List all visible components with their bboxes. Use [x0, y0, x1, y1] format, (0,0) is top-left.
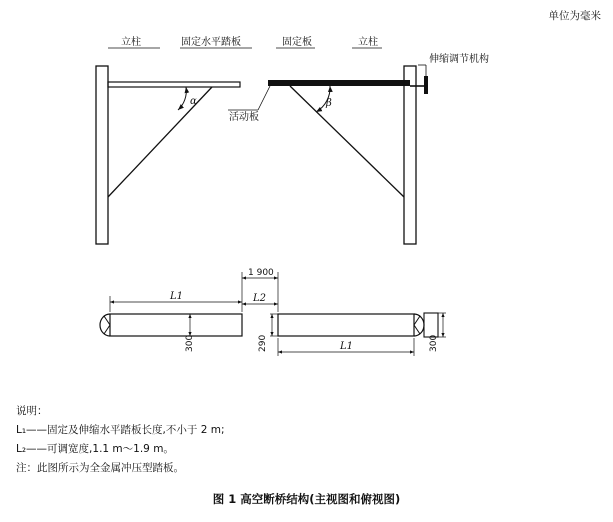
unit-label: 单位为毫米 [548, 10, 601, 22]
dim-h-mid: 290 [258, 334, 268, 352]
notes-note: 注：此图所示为全金属冲压型踏板。 [16, 462, 184, 474]
dim-h-left: 300 [185, 334, 195, 352]
telescopic-mechanism [424, 76, 428, 94]
right-end-box [424, 313, 438, 337]
alpha-symbol: α [190, 96, 197, 107]
dim-l1-left: L1 [170, 291, 184, 302]
dim-l2: L2 [253, 293, 267, 304]
label-fixed-platform: 固定水平踏板 [181, 37, 241, 48]
right-movable-board [268, 80, 410, 86]
label-movable-board: 活动板 [229, 112, 259, 123]
notes-title: 说明： [16, 405, 48, 417]
left-plank [110, 314, 242, 336]
dim-l1-right: L1 [340, 341, 354, 352]
dim-gap: 1 900 [248, 268, 274, 278]
label-left-post: 立柱 [121, 37, 141, 48]
right-brace [290, 86, 404, 197]
right-post [404, 66, 416, 244]
figure-caption: 图 1 高空断桥结构(主视图和俯视图) [212, 492, 401, 506]
dim-h-right: 300 [429, 334, 439, 352]
label-telescopic: 伸缩调节机构 [429, 54, 489, 65]
notes [16, 402, 225, 478]
right-plank [278, 314, 414, 336]
label-fixed-board: 固定板 [282, 37, 312, 48]
left-platform [108, 82, 240, 87]
notes-l2: L₂——可调宽度,1.1 m～1.9 m。 [16, 443, 174, 455]
beta-symbol: β [326, 98, 332, 109]
left-post [96, 66, 108, 244]
notes-l1: L₁——固定及伸缩水平踏板长度,不小于 2 m; [16, 424, 225, 436]
label-right-post: 立柱 [358, 37, 378, 48]
alpha-arc [178, 87, 186, 110]
